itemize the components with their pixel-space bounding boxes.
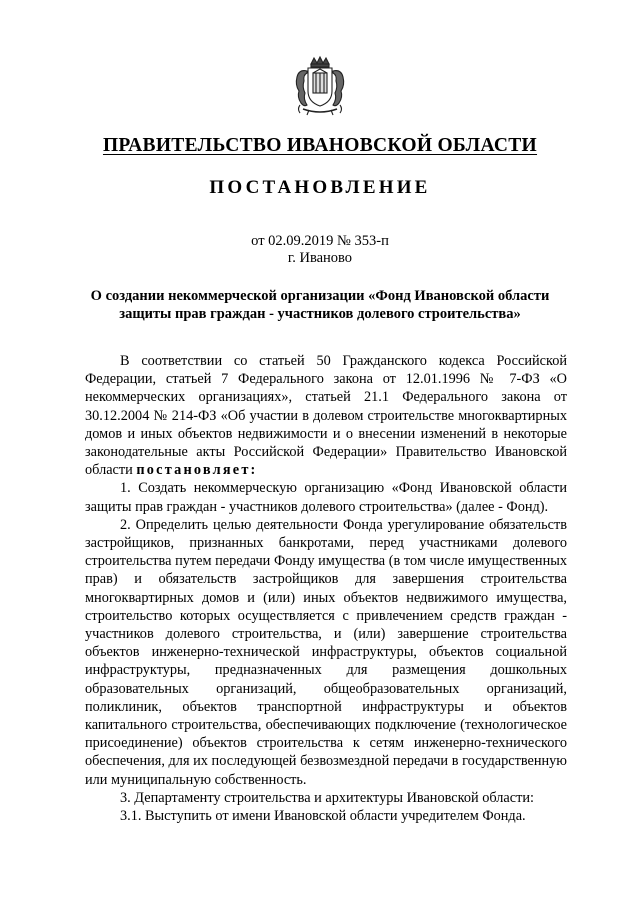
document-title-line-2: защиты прав граждан - участников долевого строительства» <box>119 306 521 322</box>
item-1-paragraph: 1. Создать некоммерческую организацию «Фонд Ивановской области защиты прав граждан - участников долевого строительства» (далее - Фонд). <box>85 480 567 515</box>
government-name-heading: ПРАВИТЕЛЬСТВО ИВАНОВСКОЙ ОБЛАСТИ <box>102 135 538 156</box>
document-title <box>60 287 580 323</box>
document-date-block <box>0 233 640 267</box>
city-line: г. Иваново <box>287 250 353 266</box>
item-3-paragraph: 3. Департаменту строительства и архитектуры Ивановской области: <box>120 789 534 806</box>
document-title-line-1: О создании некоммерческой организации «Фонд Ивановской области <box>90 288 550 304</box>
preamble-paragraph <box>85 352 567 479</box>
document-body <box>85 352 567 825</box>
date-number-line: от 02.09.2019 № 353-п <box>251 233 389 249</box>
coat-of-arms-icon <box>291 55 349 117</box>
item-2-paragraph: 2. Определить целью деятельности Фонда урегулирование обязательств застройщиков, признанных банкротами, перед участниками долевого строительства путем передачи Фонду имущества (в том числе имущественных прав) и обязательств застройщиков для завершения строительства многоквартирных домов и (или) иных объектов недвижимого имущества, строительство которых осуществляется с привлечением средств граждан - участников долевого строительства, и (или) завершение строительства объектов инженерно-технической инфраструктуры, объектов социальной инфраструктуры, предназначенных для размещения дошкольных образовательных организаций, общеобразовательных организаций, поликлиник, объектов транспортной инфраструктуры и объектов капитального строительства, обеспечивающих подключение (технологическое присоединение) объектов строительства к сетям инженерно-технического обеспечения, для их последующей безвозмездной передачи в государственную или муниципальную собственность. <box>85 516 567 788</box>
preamble-text: В соответствии со статьей 50 Гражданского кодекса Российской Федерации, статьей 7 Федерального закона от 12.01.1996 № 7-ФЗ «О некоммерческих организациях», статьей 21.1 Федерального закона от 30.12.2004 № 214-ФЗ «Об участии в долевом строительстве многоквартирных домов и иных объектов недвижимости и о внесении изменений в некоторые законодательные акты Российской Федерации» Правительство Ивановской области <box>85 353 567 479</box>
document-type-heading: ПОСТАНОВЛЕНИЕ <box>209 177 431 198</box>
item-3-1-paragraph: 3.1. Выступить от имени Ивановской области учредителем Фонда. <box>120 808 526 825</box>
preamble-verb: постановляет: <box>136 462 258 479</box>
